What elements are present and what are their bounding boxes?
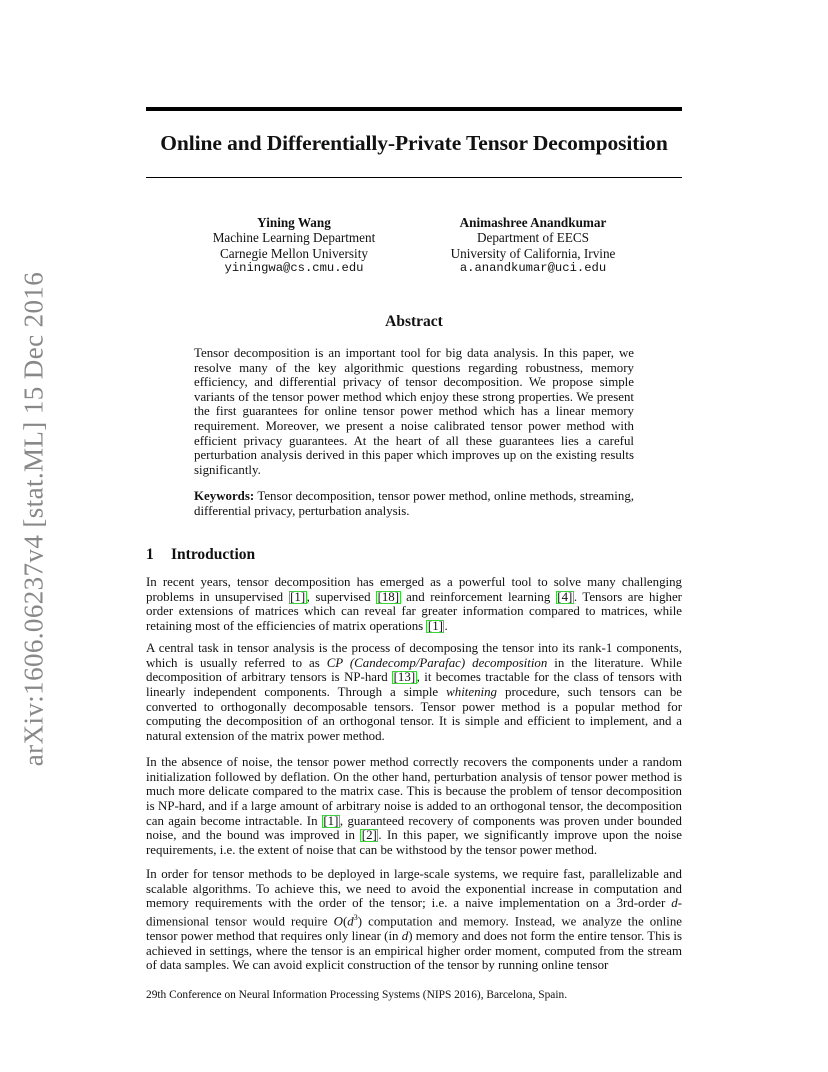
paragraph: In order for tensor methods to be deployed in large-scale systems, we require fast, parallelizable and scalable algorithms. To achieve this, we need to avoid the exponential increase in computation and memory requirements with the order of the tensor; i.e. a naive implementation on a 3rd-order d-dimensional tensor would require $O(d^3)$ computation and memory. Instead, we analyze the online tensor power method that requires only linear (in d) memory and does not form the entire tensor. This is achieved in settings, where the tensor is an empirical higher order moment, computed from the stream of data samples. We can avoid explicit construction of the tensor by running online tensor: [146, 867, 682, 973]
author-email: yiningwa@cs.cmu.edu: [224, 260, 364, 275]
author-affiliation: Carnegie Mellon University: [220, 245, 368, 261]
citation-link[interactable]: [2]: [361, 828, 377, 843]
conference-footnote: 29th Conference on Neural Information Processing Systems (NIPS 2016), Barcelona, Spain.: [146, 989, 568, 1001]
math-variable: d: [347, 914, 354, 929]
author-department: Machine Learning Department: [212, 230, 376, 246]
author-name: Animashree Anandkumar: [459, 215, 607, 230]
abstract-text: Tensor decomposition is an important tool for big data analysis. In this paper, we resolve many of the key algorithmic questions regarding robustness, memory efficiency, and differential privacy of tensor decomposition. We propose simple variants of the tensor power method which enjoy these strong properties. We present the first guarantees for online tensor power method which has a linear memory requirement. Moreover, we present a noise calibrated tensor power method with efficient privacy guarantees. At the heart of all these guarantees lies a careful perturbation analysis derived in this paper which improves up on the existing results significantly.: [194, 346, 634, 477]
author-affiliation: University of California, Irvine: [450, 245, 616, 261]
math-variable: O: [333, 914, 343, 929]
paragraph: In the absence of noise, the tensor power method correctly recovers the components under a random initialization followed by deflation. On the other hand, perturbation analysis of tensor power method is much more delicate compared to the matrix case. This is because the problem of tensor decomposition is NP-hard, and if a large amount of arbitrary noise is added to an orthogonal tensor, the decomposition can again become intractable. In [1] , guaranteed recovery of components was proven under bounded noise, and the bound was improved in [2] . In this paper, we significantly improve upon the noise requirements, i.e. the extent of noise that can be withstood by the tensor power method.: [146, 755, 683, 857]
citation-link[interactable]: [1]: [323, 813, 339, 828]
title-bottom-rule: [146, 177, 682, 178]
author-block-2: [428, 215, 638, 276]
math-variable: d: [671, 896, 678, 911]
citation-link[interactable]: [4]: [557, 589, 573, 604]
math-variable: d: [401, 928, 409, 943]
paragraph: In recent years, tensor decomposition has emerged as a powerful tool to solve many challenging problems in unsupervised [1] , supervised [18] and reinforcement learning [4] . Tensors are higher order extensions of matrices which can reveal far greater information compared to matrices, while retaining most of the efficiencies of matrix operations [1] .: [146, 575, 682, 633]
emphasis: whitening: [446, 684, 498, 699]
author-block-1: [196, 215, 392, 276]
keywords-text: Tensor decomposition, tensor power method, online methods, streaming, differential privacy, perturbation analysis.: [194, 489, 634, 518]
emphasis: CP (Candecomp/Parafac) decomposition: [326, 655, 548, 670]
math-exponent: 3: [353, 912, 358, 922]
author-email: a.anandkumar@uci.edu: [459, 260, 607, 275]
citation-link[interactable]: [13]: [393, 670, 416, 685]
abstract-heading: Abstract: [385, 313, 443, 330]
citation-link[interactable]: [1]: [290, 589, 306, 604]
section-number: 1: [146, 546, 154, 563]
paragraph: A central task in tensor analysis is the process of decomposing the tensor into its rank-1 components, which is usually referred to as CP (Candecomp/Parafac) decomposition in the literature. While decomposition of arbitrary tensors is NP-hard [13] , it becomes tractable for the class of tensors with linearly independent components. Through a simple whitening procedure, such tensors can be converted to orthogonally decomposable tensors. Tensor power method is a popular method for computing the decomposition of an orthogonal tensor. It is simple and efficient to implement, and a natural extension of the matrix power method.: [146, 641, 682, 743]
citation-link[interactable]: [1]: [427, 618, 443, 633]
author-department: Department of EECS: [476, 230, 590, 246]
citation-link[interactable]: [18]: [377, 589, 400, 604]
author-name: Yining Wang: [257, 215, 331, 230]
section-heading: [146, 546, 255, 564]
paper-title: Online and Differentially-Private Tensor Decomposition: [160, 131, 668, 155]
keywords-label: Keywords:: [194, 489, 255, 503]
keywords: [194, 489, 634, 518]
section-title: Introduction: [171, 546, 256, 563]
title-top-rule: [146, 107, 682, 111]
arxiv-stamp: arXiv:1606.06237v4 [stat.ML] 15 Dec 2016: [18, 271, 49, 767]
